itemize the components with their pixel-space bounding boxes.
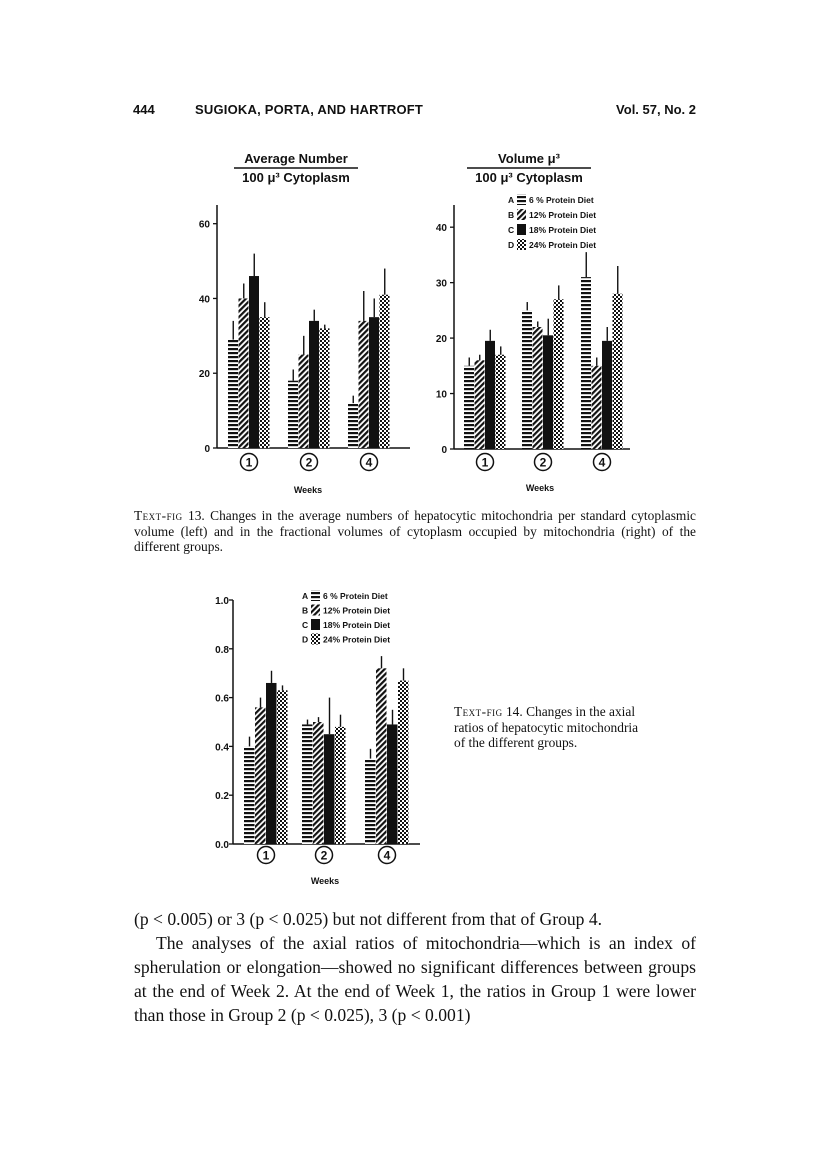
chart1-bar-D-wk2 (320, 328, 330, 448)
legend-letter: B (302, 605, 309, 616)
chart1-bar-C-wk1 (249, 276, 259, 448)
chart3-bar-B-wk4 (376, 668, 387, 844)
chart1-week-label: 4 (365, 455, 373, 470)
legend-label: 6 % Protein Diet (323, 591, 388, 601)
legend-swatch-B (517, 209, 526, 220)
chart1-bar-D-wk1 (260, 317, 270, 448)
chart2-bar-D-wk4 (613, 294, 623, 449)
chart1-bar-C-wk4 (369, 317, 379, 448)
chart3-bar-C-wk2 (324, 734, 335, 844)
chart1-title-numerator: Average Number (244, 151, 348, 166)
chart3-tick-label: 0.4 (215, 742, 229, 754)
chart2-bar-A-wk4 (581, 277, 591, 449)
chart3-bar-C-wk4 (387, 724, 398, 844)
chart3-tick-label: 0.0 (215, 840, 229, 851)
chart1-week-label: 1 (245, 455, 253, 470)
chart2-tick-label: 10 (435, 389, 447, 401)
volume-label: Vol. 57, No. 2 (616, 102, 696, 117)
fig14-label: Text-fig (454, 704, 503, 719)
chart3-bar-D-wk4 (398, 681, 409, 844)
chart2-bar-B-wk4 (592, 366, 602, 449)
chart1-tick-label: 0 (204, 444, 210, 455)
chart2-bar-B-wk2 (533, 327, 543, 449)
chart2-tick-label: 20 (435, 334, 447, 346)
chart2-tick-label: 30 (435, 278, 447, 290)
page-number: 444 (133, 102, 155, 117)
legend-label: 12% Protein Diet (323, 605, 391, 616)
chart2-bar-C-wk2 (543, 335, 553, 449)
chart2-bar-C-wk4 (602, 341, 612, 449)
chart1-bar-B-wk4 (359, 321, 369, 448)
legend-letter: B (508, 210, 515, 220)
running-authors: SUGIOKA, PORTA, AND HARTROFT (195, 102, 424, 117)
figure-13-caption (134, 508, 696, 555)
fig14-number: 14. (502, 704, 523, 719)
fig14-text: Changes in the axial ratios of hepatocytic mitochondria of the different groups. (454, 704, 639, 750)
chart1-bar-A-wk1 (228, 340, 238, 448)
chart3-x-label: Weeks (310, 876, 340, 886)
chart2-bar-A-wk1 (464, 366, 474, 449)
chart3-week-label: 1 (262, 848, 270, 863)
legend-letter: D (508, 240, 515, 250)
chart3-bar-A-wk4 (365, 759, 376, 844)
chart2-title-numerator: Volume μ³ (498, 151, 560, 166)
legend-swatch-D (311, 634, 320, 645)
fig13-number: 13. (182, 508, 205, 523)
legend-label: 6 % Protein Diet (529, 195, 594, 205)
legend-label: 24% Protein Diet (529, 240, 597, 250)
body-line-1: (p < 0.005) or 3 (p < 0.025) but not different from that of Group 4. (134, 909, 603, 929)
chart3-bar-A-wk2 (302, 724, 313, 844)
chart1-bar-A-wk4 (348, 403, 358, 448)
chart3-bar-D-wk2 (335, 727, 346, 844)
chart2-bar-A-wk2 (522, 310, 532, 449)
chart1-tick-label: 60 (198, 219, 210, 231)
chart2-bar-C-wk1 (485, 341, 495, 449)
legend-letter: A (302, 591, 309, 601)
body-text (134, 907, 696, 1027)
fig13-text: Changes in the average numbers of hepatocytic mitochondria per standard cytoplasmic volume (left) and in the fractional volumes of cytoplasm occupied by mitochondria (right) of the different groups. (134, 508, 696, 554)
chart3-tick-label: 0.6 (215, 693, 229, 705)
chart3-week-label: 4 (383, 848, 391, 863)
chart1-bar-C-wk2 (309, 321, 319, 448)
chart2-tick-label: 0 (441, 445, 447, 456)
legend-letter: D (302, 634, 309, 645)
legend-swatch-C (517, 224, 526, 235)
chart2-week-label: 1 (481, 455, 489, 470)
fig13-label: Text-fig (134, 508, 183, 523)
chart2-bar-D-wk1 (496, 355, 506, 449)
legend-swatch-B (311, 605, 320, 616)
chart1-tick-label: 40 (198, 294, 210, 306)
chart3-tick-label: 0.8 (215, 644, 229, 656)
legend-letter: C (302, 620, 309, 630)
legend-letter: C (508, 225, 515, 235)
chart1-tick-label: 20 (198, 369, 210, 381)
chart3-bar-B-wk2 (313, 722, 324, 844)
chart2-x-label: Weeks (525, 483, 555, 493)
chart2-bar-D-wk2 (554, 299, 564, 449)
chart3-bar-C-wk1 (266, 683, 277, 844)
legend-label: 18% Protein Diet (529, 225, 597, 235)
legend-label: 24% Protein Diet (323, 634, 391, 645)
chart1-title-denominator: 100 μ³ Cytoplasm (242, 170, 350, 185)
legend-swatch-D (517, 239, 526, 250)
chart2-title-denominator: 100 μ³ Cytoplasm (475, 170, 583, 185)
chart3-tick-label: 0.2 (215, 791, 229, 803)
chart2-week-label: 4 (598, 455, 606, 470)
chart1-bar-A-wk2 (288, 381, 298, 448)
legend-swatch-C (311, 619, 320, 630)
chart3-tick-label: 1.0 (215, 596, 229, 607)
chart3-bar-D-wk1 (277, 690, 288, 844)
chart2-tick-label: 40 (435, 223, 447, 235)
chart1-week-label: 2 (305, 455, 313, 470)
chart3-week-label: 2 (320, 848, 328, 863)
figure-14-caption (454, 704, 640, 751)
legend-swatch-A (311, 590, 320, 601)
legend-label: 12% Protein Diet (529, 210, 597, 220)
legend-label: 18% Protein Diet (323, 620, 391, 630)
chart2-week-label: 2 (539, 455, 547, 470)
chart3-bar-B-wk1 (255, 707, 266, 844)
chart2-bar-B-wk1 (475, 360, 485, 449)
chart3-bar-A-wk1 (244, 746, 255, 844)
body-paragraph-2: The analyses of the axial ratios of mitochondria—which is an index of spherulation or elongation—showed no significant differences between groups at the end of Week 2. At the end of Week 1, the ratios in Group 1 were lower than those in Group 2 (p < 0.025), 3 (p < 0.001) (134, 933, 696, 1025)
legend-letter: A (508, 195, 515, 205)
chart1-x-label: Weeks (293, 485, 323, 495)
legend-swatch-A (517, 194, 526, 205)
chart1-bar-D-wk4 (380, 295, 390, 448)
chart1-bar-B-wk1 (239, 298, 249, 448)
chart1-bar-B-wk2 (299, 355, 309, 448)
